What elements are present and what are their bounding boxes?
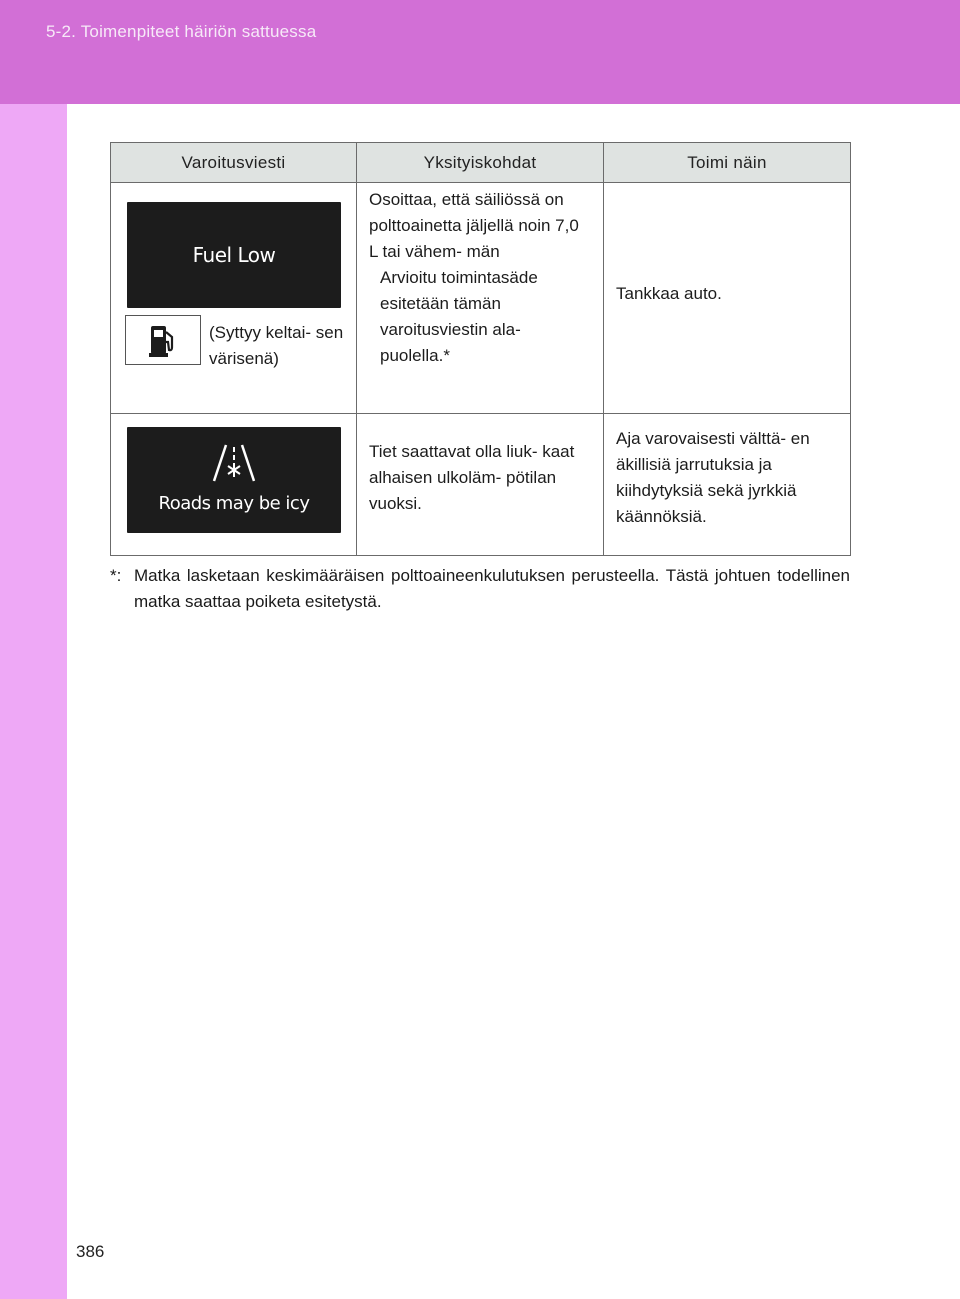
details-subtext: Arvioitu toimintasäde esitetään tämän varoitusviestin ala- puolella.*	[380, 268, 538, 365]
section-title: 5-2. Toimenpiteet häiriön sattuessa	[46, 22, 317, 41]
details-cell	[357, 183, 604, 414]
warning-message-cell	[111, 183, 357, 414]
footnote	[110, 563, 850, 615]
column-header: Toimi näin	[604, 143, 851, 183]
column-header: Varoitusviesti	[111, 143, 357, 183]
footnote-text: Matka lasketaan keskimääräisen polttoaineenkulutuksen perusteella. Tästä johtuen todellinen matka saattaa poiketa esitetystä.	[134, 566, 850, 611]
header-band	[0, 0, 960, 104]
action-cell	[604, 414, 851, 556]
action-cell	[604, 183, 851, 414]
display-text: Fuel Low	[192, 243, 276, 267]
table-row	[111, 414, 851, 556]
details-text: Tiet saattavat olla liuk- kaat alhaisen ulkoläm- pötilan vuoksi.	[369, 441, 575, 513]
action-text: Aja varovaisesti välttä- en äkillisiä jarrutuksia ja kiihdytyksiä sekä jyrkkiä käännöksiä.	[616, 429, 810, 526]
details-cell	[357, 414, 604, 556]
fuel-pump-icon	[125, 315, 201, 365]
display-text: Roads may be icy	[158, 493, 310, 514]
page-number: 386	[76, 1242, 105, 1261]
roads-icy-display	[127, 427, 341, 533]
warning-table	[110, 142, 851, 556]
icon-note: (Syttyy keltai- sen värisenä)	[209, 323, 344, 368]
action-text: Tankkaa auto.	[616, 284, 722, 303]
column-header: Yksityiskohdat	[357, 143, 604, 183]
fuel-low-display	[127, 202, 341, 308]
table-row	[111, 183, 851, 414]
footnote-marker: *:	[110, 566, 122, 585]
road-ice-icon	[212, 443, 256, 483]
table-header-row	[111, 143, 851, 183]
details-text: Osoittaa, että säiliössä on polttoainetta jäljellä noin 7,0 L tai vähem- män	[369, 190, 579, 261]
warning-message-cell	[111, 414, 357, 556]
side-strip	[0, 104, 67, 1299]
